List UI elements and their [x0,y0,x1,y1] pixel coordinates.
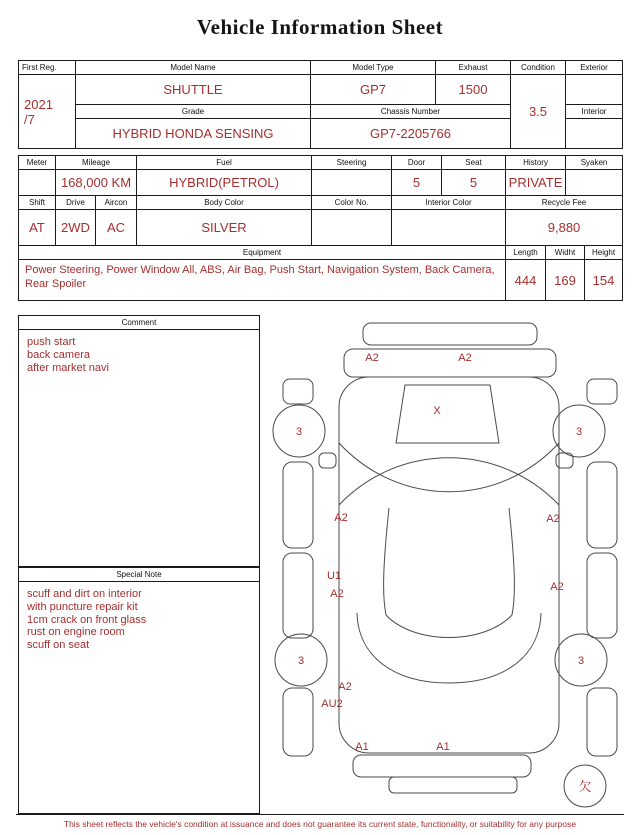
steering-label: Steering [312,156,392,170]
special-note-line: with puncture repair kit [27,600,138,613]
drive-value: 2WD [56,210,96,246]
left-front-fender-shape [283,688,313,756]
special-note-panel [18,567,260,814]
model-type-value: GP7 [311,75,436,105]
front-grille-curve [357,613,541,683]
mark-front-bumper-center: A1 [436,741,450,753]
front-valance-shape [389,777,517,793]
car-diagram-svg [262,315,630,812]
equipment-value: Power Steering, Power Window All, ABS, Air Bag, Push Start, Navigation System, Back Camera, Rear Spoiler [19,260,506,301]
recycle-fee-label: Recycle Fee [506,196,623,210]
left-rear-door-shape [283,462,313,548]
grade-label: Grade [76,105,311,119]
comment-line: after market navi [27,361,109,374]
mark-left-front-fender-lower: AU2 [321,698,343,710]
car-condition-diagram [262,315,630,812]
equipment-label: Equipment [19,246,506,260]
first-reg-month: /7 [24,111,35,127]
mark-wheel-rear-left: 3 [295,426,303,438]
meter-label: Meter [19,156,56,170]
rear-glass-shape [396,385,499,443]
hood-line-left [384,508,389,615]
seat-label: Seat [442,156,506,170]
mark-wheel-front-left: 3 [297,655,305,667]
width-value: 169 [546,260,585,301]
mark-wheel-rear-right: 3 [575,426,583,438]
roof-curve-lower [339,443,559,492]
syaken-value [566,170,623,196]
left-rear-fender-shape [283,379,313,404]
length-label: Length [506,246,546,260]
right-rear-door-shape [587,462,617,548]
mark-left-front-door: A2 [334,512,348,524]
shift-label: Shift [19,196,56,210]
special-note-line: scuff and dirt on interior [27,588,142,600]
model-name-value: SHUTTLE [76,75,311,105]
door-label: Door [392,156,442,170]
interior-color-label: Interior Color [392,196,506,210]
interior-value [566,119,623,149]
door-value: 5 [392,170,442,196]
left-front-door-shape [283,553,313,638]
mark-tailgate-left: A2 [365,352,379,364]
color-no-label: Color No. [312,196,392,210]
mark-right-front-door: A2 [546,513,560,525]
comment-header: Comment [19,316,259,330]
aircon-label: Aircon [96,196,137,210]
first-reg-year: 2021 [24,96,53,112]
body-color-value: SILVER [137,210,312,246]
steering-value [312,170,392,196]
body-color-label: Body Color [137,196,312,210]
mark-tailgate-right: A2 [458,352,472,364]
chassis-number-label: Chassis Number [311,105,511,119]
comment-body [19,330,259,380]
mirror-left-shape [319,453,336,468]
disclaimer [16,814,624,829]
special-note-line: 1cm crack on front glass [27,613,147,626]
special-note-line: scuff on seat [27,639,90,652]
length-value: 444 [506,260,546,301]
interior-label: Interior [566,105,623,119]
height-value: 154 [585,260,623,301]
fuel-label: Fuel [137,156,312,170]
recycle-fee-value: 9,880 [506,210,623,246]
mark-wheel-front-right: 3 [577,655,585,667]
seat-value: 5 [442,170,506,196]
right-front-fender-shape [587,688,617,756]
identity-table [18,60,623,149]
interior-color-value [392,210,506,246]
rear-bumper-shape [363,323,537,345]
mark-missing-part: 欠 [578,779,592,794]
width-label: Widht [546,246,585,260]
mark-left-rear-door-upper: U1 [326,570,342,582]
model-name-label: Model Name [76,61,311,75]
chassis-number-value: GP7-2205766 [311,119,511,149]
exhaust-value: 1500 [436,75,511,105]
right-front-door-shape [587,553,617,638]
shift-value: AT [19,210,56,246]
page-title: Vehicle Information Sheet [196,15,444,39]
mark-left-rear-door-lower: A2 [330,588,344,600]
comment-line: push start [27,336,76,348]
mark-right-rear-door: A2 [550,581,564,593]
mileage-value: 168,000 KM [56,170,137,196]
right-rear-fender-shape [587,379,617,404]
first-reg-value [19,75,76,149]
history-value: PRIVATE [506,170,566,196]
disclaimer-text: This sheet reflects the vehicle's condition at issuance and does not guarantee its current state, functionality, or suitability for any purpose [63,819,577,829]
exhaust-label: Exhaust [436,61,511,75]
roof-curve-upper [339,458,559,505]
exterior-value [566,75,623,105]
mark-left-front-fender: A2 [338,681,352,693]
model-type-label: Model Type [311,61,436,75]
syaken-label: Syaken [566,156,623,170]
special-note-header: Special Note [19,568,259,582]
height-label: Height [585,246,623,260]
aircon-value: AC [96,210,137,246]
comment-panel [18,315,260,567]
first-reg-label: First Reg. [19,61,76,75]
hood-front-curve [386,615,512,638]
comment-line: back camera [27,348,90,361]
condition-label: Condition [511,61,566,75]
meter-value [19,170,56,196]
color-no-value [312,210,392,246]
fuel-value: HYBRID(PETROL) [137,170,312,196]
drive-label: Drive [56,196,96,210]
history-label: History [506,156,566,170]
special-note-body [19,582,259,658]
mileage-label: Mileage [56,156,137,170]
hood-line-right [509,508,514,615]
special-note-line: rust on engine room [27,626,125,639]
exterior-label: Exterior [566,61,623,75]
mark-front-bumper-left: A1 [355,741,369,753]
mark-rear-glass: X [433,405,441,417]
car-body-outline [339,377,559,753]
front-bumper-shape [353,755,531,777]
condition-value: 3.5 [511,75,566,149]
specs-table [18,155,623,301]
grade-value: HYBRID HONDA SENSING [76,119,311,149]
